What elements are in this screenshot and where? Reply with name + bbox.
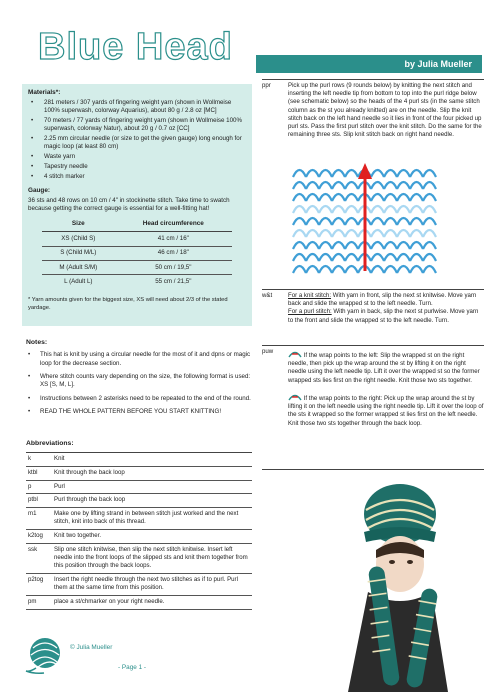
stitch-loop (306, 206, 319, 213)
stitch-loop (319, 242, 332, 249)
materials-item: • 281 meters / 307 yards of fingering weight yarn (shown in Wollmeise 100% superwash, colorway Aquarius), about 80 g / 2.8 oz [MC] (28, 99, 246, 116)
stitch-loop (397, 218, 410, 225)
size-row (42, 275, 232, 289)
abbreviation-row (26, 529, 252, 543)
stitch-loop (345, 194, 358, 201)
knit-stitch-label: For a knit stitch: (288, 292, 332, 299)
stitch-loop (332, 218, 345, 225)
stitch-loop (293, 254, 306, 261)
stitch-loop (410, 170, 423, 177)
divider (262, 345, 484, 346)
stitch-loop (410, 266, 423, 273)
yarn-ball-logo-icon (24, 634, 66, 676)
notes-section (26, 338, 252, 421)
stitch-loop (410, 242, 423, 249)
stitch-loop (384, 170, 397, 177)
note-item: • This hat is knit by using a circular needle for the most of it and dpns or magic loop for the decrease section. (26, 351, 252, 368)
abbreviation-key: m1 (26, 508, 52, 530)
abbreviation-text: Knit (52, 453, 252, 467)
abbreviation-text: Knit two together. (52, 529, 252, 543)
stitch-loop (397, 266, 410, 273)
stitch-loop (293, 218, 306, 225)
stitch-loop (410, 206, 423, 213)
abbreviation-row (26, 480, 252, 494)
stitch-loop (410, 254, 423, 261)
circ-cell: 46 cm / 18" (115, 246, 232, 260)
stitch-loop (371, 206, 384, 213)
stitch-loop (319, 182, 332, 189)
stitch-loop (293, 266, 306, 273)
instruction-puw (262, 348, 484, 428)
abbreviation-key: ktbl (26, 466, 52, 480)
materials-item: • 4 stitch marker (28, 173, 246, 181)
instruction-text (288, 292, 484, 325)
stitch-loop (423, 254, 436, 261)
stitch-loop (371, 182, 384, 189)
abbreviations-table (26, 452, 252, 609)
wrap-left-text: If the wrap points to the left: Slip the wrapped st on the right needle, then pick up the wrap around the st by lifting it on the right needle using the left needle tip. Lift it over the wrapped st so the former wrapped sts lies first on the right needle. Knit those two sts together. (288, 352, 480, 384)
stitch-loop (397, 182, 410, 189)
abbreviation-key: k (26, 453, 52, 467)
stitch-loop (306, 170, 319, 177)
abbreviation-key: k2tog (26, 529, 52, 543)
note-item: • READ THE WHOLE PATTERN BEFORE YOU START KNITTING! (26, 408, 252, 416)
stitch-loop (332, 206, 345, 213)
stitch-loop (423, 230, 436, 237)
abbreviation-row (26, 508, 252, 530)
notes-list (26, 351, 252, 416)
stitch-loop (332, 230, 345, 237)
circumference-col-header: Head circumference (115, 218, 232, 232)
stitch-loop (293, 170, 306, 177)
notes-heading: Notes: (26, 339, 48, 346)
stitch-loop (397, 230, 410, 237)
purl-stitch-label: For a purl stitch: (288, 308, 332, 316)
stitch-loop (306, 218, 319, 225)
instruction-code: w&t (262, 292, 273, 299)
byline-bar (256, 55, 482, 73)
abbreviation-text: Make one by lifting strand in between stitch just worked and the next stitch, knit into back of this thread. (52, 508, 252, 530)
stitch-loop (306, 182, 319, 189)
divider (262, 289, 484, 290)
wrap-left-icon (288, 348, 302, 358)
stitch-loop (345, 254, 358, 261)
stitch-loop (345, 266, 358, 273)
abbreviation-text: Insert the right needle through the next two stitches as if to purl. Purl them at the same time from this position. (52, 573, 252, 595)
abbreviation-key: p (26, 480, 52, 494)
stitch-loop (319, 254, 332, 261)
abbreviation-key: pm (26, 595, 52, 609)
size-row (42, 232, 232, 246)
stitch-loop (306, 230, 319, 237)
size-row (42, 246, 232, 260)
materials-item: • 2.25 mm circular needle (or size to get the given gauge) long enough for magic loop (at least 80 cm) (28, 135, 246, 152)
abbreviation-key: ptbl (26, 494, 52, 508)
stitch-loop (371, 218, 384, 225)
stitch-loop (332, 254, 345, 261)
stitch-loop (397, 242, 410, 249)
stitch-loop (319, 194, 332, 201)
note-item: • Instructions between 2 asterisks need to be repeated to the end of the round. (26, 395, 252, 403)
materials-item: • 70 meters / 77 yards of fingering weight yarn (shown in Wollmeise 100% superwash, colorway Natur), about 20 g / 0.7 oz [CC] (28, 117, 246, 134)
instruction-code: puw (262, 348, 274, 355)
stitch-loop (345, 170, 358, 177)
stitch-loop (371, 230, 384, 237)
materials-box (22, 84, 252, 326)
abbreviation-row (26, 466, 252, 480)
abbreviation-text: Slip one stitch knitwise, then slip the next stitch knitwise. Insert left needle into the front loops of the slipped sts and knit them together from this position through the back loops. (52, 543, 252, 573)
divider (262, 79, 484, 80)
instruction-ppr (262, 82, 484, 140)
instruction-text (288, 348, 484, 428)
abbreviation-text: Purl through the back loop (52, 494, 252, 508)
stitch-loop (319, 230, 332, 237)
stitch-loop (397, 170, 410, 177)
circ-cell: 41 cm / 16" (115, 232, 232, 246)
size-cell: XS (Child S) (42, 232, 115, 246)
stitch-loop (384, 242, 397, 249)
stitch-loop (345, 206, 358, 213)
stitch-loop (345, 230, 358, 237)
stitch-loop (332, 170, 345, 177)
size-cell: M (Adult S/M) (42, 261, 115, 275)
stitch-loop (371, 170, 384, 177)
stitch-loop (332, 194, 345, 201)
instruction-code: ppr (262, 82, 271, 89)
stitch-loop (293, 206, 306, 213)
size-row (42, 261, 232, 275)
wrap-right-text: If the wrap points to the right: Pick up the wrap around the st by lifting it on the left needle using the right needle tip. Lift it over the loop of the sts it wrapped so the former wrapped st lies first on the left needle. Knit those two sts together through the back loop. (288, 394, 484, 427)
stitch-loop (371, 242, 384, 249)
stitch-loop (345, 182, 358, 189)
stitch-loop (293, 194, 306, 201)
materials-item: • Tapestry needle (28, 163, 246, 171)
circ-cell: 50 cm / 19,5" (115, 261, 232, 275)
stitch-loop (371, 266, 384, 273)
stitch-loop (410, 182, 423, 189)
page-number: - Page 1 - (118, 664, 147, 671)
stitch-loop (345, 218, 358, 225)
abbreviations-heading: Abbreviations: (26, 440, 74, 447)
stitch-loop (423, 182, 436, 189)
gauge-text: 36 sts and 48 rows on 10 cm / 4" in stockinette stitch. Take time to swatch because getting the correct gauge is essential for a well-fitting hat! (28, 197, 230, 213)
stitch-loop (410, 230, 423, 237)
abbreviation-text: Knit through the back loop (52, 466, 252, 480)
purl-stitch-text: With yarn in back, slip the next st purlwise. Move yarn to the front and slide the wrapped st to the left needle. Turn. (288, 308, 479, 324)
stitch-loop (293, 182, 306, 189)
stitch-loop (306, 254, 319, 261)
abbreviation-text: place a st/chmarker on your right needle. (52, 595, 252, 609)
instruction-wt (262, 292, 484, 325)
materials-item: • Waste yarn (28, 153, 246, 161)
yarn-footnote: * Yarn amounts given for the biggest size, XS will need about 2/3 of the stated yardage. (28, 296, 228, 311)
size-cell: L (Adult L) (64, 277, 93, 285)
byline: by Julia Mueller (404, 59, 472, 69)
stitch-loop (319, 266, 332, 273)
stitch-loop (384, 206, 397, 213)
stitch-loop (397, 206, 410, 213)
abbreviation-row (26, 543, 252, 573)
stitch-loop (293, 230, 306, 237)
size-table (42, 218, 232, 289)
stitch-loop (384, 266, 397, 273)
stitch-loop (306, 194, 319, 201)
abbreviation-row (26, 573, 252, 595)
stitch-loop (384, 182, 397, 189)
pickup-arrow-icon (358, 163, 372, 179)
abbreviation-row (26, 595, 252, 609)
stitch-loop (306, 266, 319, 273)
purl-ridge-schematic (290, 153, 440, 281)
stitch-loop (423, 170, 436, 177)
stitch-loop (371, 194, 384, 201)
footer-copyright: © Julia Mueller (70, 644, 113, 651)
materials-list (28, 99, 246, 182)
stitch-loop (384, 230, 397, 237)
abbreviation-row (26, 494, 252, 508)
materials-heading: Materials*: (28, 89, 61, 96)
abbreviation-text: Purl (52, 480, 252, 494)
header (0, 0, 494, 80)
stitch-loop (410, 218, 423, 225)
size-col-header: Size (42, 218, 115, 232)
stitch-loop (384, 254, 397, 261)
model-photo (328, 470, 488, 692)
abbreviations-section (26, 439, 252, 610)
wrap-right-icon (288, 391, 302, 401)
stitch-loop (371, 254, 384, 261)
stitch-loop (397, 254, 410, 261)
stitch-loop (306, 242, 319, 249)
stitch-loop (319, 170, 332, 177)
pattern-title: Blue Head (38, 26, 233, 68)
stitch-loop (384, 194, 397, 201)
abbreviation-key: ssk (26, 543, 52, 573)
stitch-loop (397, 194, 410, 201)
stitch-loop (423, 194, 436, 201)
stitch-loop (423, 218, 436, 225)
abbreviation-row (26, 453, 252, 467)
stitch-loop (423, 242, 436, 249)
stitch-loop (410, 194, 423, 201)
stitch-loop (319, 218, 332, 225)
abbreviation-key: p2tog (26, 573, 52, 595)
stitch-loop (423, 206, 436, 213)
stitch-loop (384, 218, 397, 225)
stitch-loop (332, 266, 345, 273)
knit-stitch-text: With yarn in front, slip the next st knitwise. Move yarn back and slide the wrapped st to the left needle. Turn. (288, 292, 477, 308)
stitch-loop (319, 206, 332, 213)
stitch-loop (332, 242, 345, 249)
stitch-loop (293, 242, 306, 249)
gauge-heading: Gauge: (28, 187, 51, 195)
note-item: • Where stitch counts vary depending on the size, the following format is used: XS [S, M, L]. (26, 373, 252, 390)
circ-cell: 55 cm / 21,5" (155, 277, 192, 285)
stitch-loop (332, 182, 345, 189)
instruction-text: Pick up the purl rows (9 rounds below) by knitting the next stitch and inserting the left needle tip from bottom to top into the purl ridge below (see schematic below) so the heads of the 4 purl sts (in the same stitch column as the st you already knitted) are on the needle. Slip the knit stitch back on the left hand needle so it lies in front of the four picked up purl sts. Pass the first purl stitch over the knit stitch. Do the same for the remaining three sts. Slip knit stitch back on right hand needle. (288, 82, 482, 139)
stitch-loop (423, 266, 436, 273)
size-cell: S (Child M/L) (42, 246, 115, 260)
stitch-loop (345, 242, 358, 249)
